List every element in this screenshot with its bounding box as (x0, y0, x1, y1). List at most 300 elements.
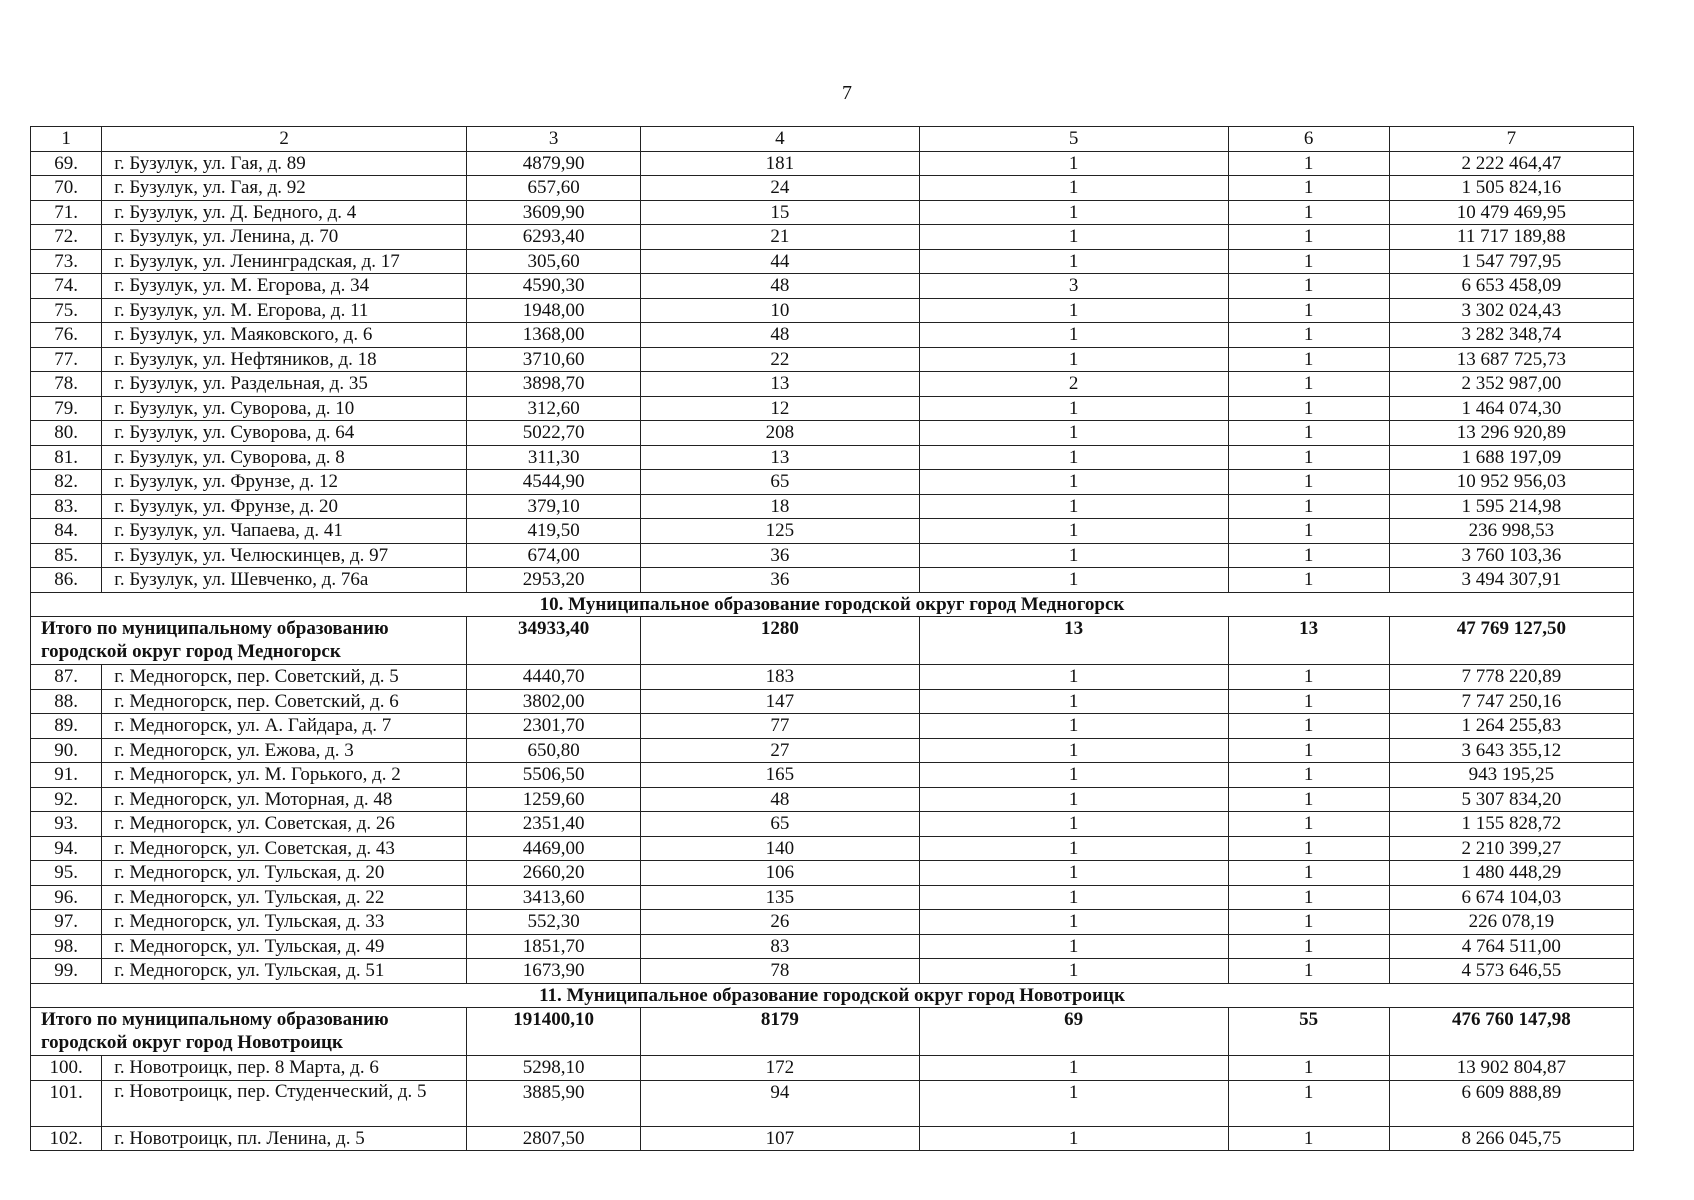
cost-cell: 4 573 646,55 (1389, 959, 1633, 984)
row-number-cell: 81. (31, 445, 102, 470)
cost-cell: 1 505 824,16 (1389, 176, 1633, 201)
cost-cell: 1 464 074,30 (1389, 396, 1633, 421)
cost-cell: 2 222 464,47 (1389, 151, 1633, 176)
table-row (31, 1126, 1634, 1151)
table-row (31, 200, 1634, 225)
residents-cell: 107 (641, 1126, 919, 1151)
row-number-cell: 98. (31, 934, 102, 959)
total-value-cell: 13 (1228, 617, 1389, 665)
row-number-cell: 88. (31, 689, 102, 714)
count-cell: 1 (1228, 445, 1389, 470)
count-cell: 1 (919, 396, 1228, 421)
residents-cell: 181 (641, 151, 919, 176)
address-cell: г. Медногорск, ул. Советская, д. 26 (102, 812, 467, 837)
address-cell: г. Медногорск, пер. Советский, д. 5 (102, 665, 467, 690)
table-row (31, 445, 1634, 470)
address-cell: г. Бузулук, ул. Ленина, д. 70 (102, 225, 467, 250)
area-cell: 3885,90 (467, 1080, 641, 1126)
area-cell: 2807,50 (467, 1126, 641, 1151)
row-number-cell: 87. (31, 665, 102, 690)
cost-cell: 2 352 987,00 (1389, 372, 1633, 397)
cost-cell: 4 764 511,00 (1389, 934, 1633, 959)
row-number-cell: 91. (31, 763, 102, 788)
residents-cell: 78 (641, 959, 919, 984)
table-row (31, 1080, 1634, 1126)
residents-cell: 24 (641, 176, 919, 201)
address-cell: г. Бузулук, ул. М. Егорова, д. 11 (102, 298, 467, 323)
table-body (31, 127, 1634, 1151)
count-cell: 1 (1228, 1056, 1389, 1081)
table-row (31, 151, 1634, 176)
area-cell: 4469,00 (467, 836, 641, 861)
cost-cell: 2 210 399,27 (1389, 836, 1633, 861)
residents-cell: 12 (641, 396, 919, 421)
table-row (31, 934, 1634, 959)
table-row (31, 787, 1634, 812)
area-cell: 5022,70 (467, 421, 641, 446)
count-cell: 1 (1228, 910, 1389, 935)
total-value-cell: 34933,40 (467, 617, 641, 665)
count-cell: 1 (919, 787, 1228, 812)
area-cell: 2351,40 (467, 812, 641, 837)
area-cell: 1851,70 (467, 934, 641, 959)
residents-cell: 135 (641, 885, 919, 910)
address-cell: г. Бузулук, ул. Гая, д. 89 (102, 151, 467, 176)
area-cell: 674,00 (467, 543, 641, 568)
count-cell: 1 (919, 347, 1228, 372)
residents-cell: 22 (641, 347, 919, 372)
row-number-cell: 85. (31, 543, 102, 568)
column-number-cell: 5 (919, 127, 1228, 152)
table-row (31, 763, 1634, 788)
address-cell: г. Медногорск, ул. Тульская, д. 49 (102, 934, 467, 959)
column-number-cell: 4 (641, 127, 919, 152)
address-cell: г. Медногорск, ул. Тульская, д. 22 (102, 885, 467, 910)
table-row (31, 274, 1634, 299)
total-row (31, 617, 1634, 665)
column-number-cell: 2 (102, 127, 467, 152)
address-cell: г. Бузулук, ул. Фрунзе, д. 12 (102, 470, 467, 495)
residents-cell: 36 (641, 543, 919, 568)
row-number-cell: 79. (31, 396, 102, 421)
address-cell: г. Бузулук, ул. Чапаева, д. 41 (102, 519, 467, 544)
count-cell: 1 (1228, 421, 1389, 446)
row-number-cell: 89. (31, 714, 102, 739)
cost-cell: 1 688 197,09 (1389, 445, 1633, 470)
column-number-cell: 7 (1389, 127, 1633, 152)
count-cell: 1 (1228, 323, 1389, 348)
count-cell: 1 (919, 568, 1228, 593)
total-value-cell: 13 (919, 617, 1228, 665)
count-cell: 1 (1228, 763, 1389, 788)
table-row (31, 714, 1634, 739)
table-row (31, 861, 1634, 886)
residents-cell: 106 (641, 861, 919, 886)
residents-cell: 48 (641, 323, 919, 348)
count-cell: 1 (919, 519, 1228, 544)
total-value-cell: 55 (1228, 1008, 1389, 1056)
count-cell: 1 (1228, 298, 1389, 323)
cost-cell: 3 643 355,12 (1389, 738, 1633, 763)
area-cell: 2953,20 (467, 568, 641, 593)
cost-cell: 3 282 348,74 (1389, 323, 1633, 348)
residents-cell: 147 (641, 689, 919, 714)
area-cell: 4544,90 (467, 470, 641, 495)
count-cell: 1 (1228, 225, 1389, 250)
count-cell: 1 (1228, 396, 1389, 421)
residents-cell: 165 (641, 763, 919, 788)
area-cell: 4879,90 (467, 151, 641, 176)
row-number-cell: 69. (31, 151, 102, 176)
table-row (31, 1056, 1634, 1081)
cost-cell: 1 264 255,83 (1389, 714, 1633, 739)
count-cell: 1 (1228, 714, 1389, 739)
count-cell: 1 (919, 225, 1228, 250)
address-cell: г. Медногорск, ул. Советская, д. 43 (102, 836, 467, 861)
count-cell: 1 (919, 812, 1228, 837)
count-cell: 1 (1228, 885, 1389, 910)
cost-cell: 1 480 448,29 (1389, 861, 1633, 886)
area-cell: 305,60 (467, 249, 641, 274)
address-cell: г. Бузулук, ул. Гая, д. 92 (102, 176, 467, 201)
table-row (31, 298, 1634, 323)
table-row (31, 738, 1634, 763)
address-cell: г. Бузулук, ул. Суворова, д. 10 (102, 396, 467, 421)
count-cell: 2 (919, 372, 1228, 397)
cost-cell: 8 266 045,75 (1389, 1126, 1633, 1151)
area-cell: 650,80 (467, 738, 641, 763)
count-cell: 1 (1228, 347, 1389, 372)
count-cell: 1 (1228, 519, 1389, 544)
row-number-cell: 72. (31, 225, 102, 250)
count-cell: 1 (919, 861, 1228, 886)
table-row (31, 176, 1634, 201)
address-cell: г. Новотроицк, пер. Студенческий, д. 5 (102, 1080, 467, 1126)
residents-cell: 183 (641, 665, 919, 690)
table-row (31, 543, 1634, 568)
area-cell: 5298,10 (467, 1056, 641, 1081)
residents-cell: 27 (641, 738, 919, 763)
section-heading-row (31, 592, 1634, 617)
residents-cell: 36 (641, 568, 919, 593)
address-cell: г. Медногорск, ул. Ежова, д. 3 (102, 738, 467, 763)
row-number-cell: 97. (31, 910, 102, 935)
area-cell: 379,10 (467, 494, 641, 519)
row-number-cell: 93. (31, 812, 102, 837)
area-cell: 3710,60 (467, 347, 641, 372)
count-cell: 1 (919, 543, 1228, 568)
address-cell: г. Бузулук, ул. Челюскинцев, д. 97 (102, 543, 467, 568)
table-row (31, 665, 1634, 690)
cost-cell: 226 078,19 (1389, 910, 1633, 935)
cost-cell: 6 609 888,89 (1389, 1080, 1633, 1126)
area-cell: 6293,40 (467, 225, 641, 250)
table-row (31, 568, 1634, 593)
count-cell: 1 (919, 689, 1228, 714)
total-value-cell: 476 760 147,98 (1389, 1008, 1633, 1056)
address-cell: г. Бузулук, ул. Нефтяников, д. 18 (102, 347, 467, 372)
count-cell: 1 (1228, 372, 1389, 397)
table-row (31, 910, 1634, 935)
cost-cell: 3 302 024,43 (1389, 298, 1633, 323)
row-number-cell: 102. (31, 1126, 102, 1151)
area-cell: 1368,00 (467, 323, 641, 348)
column-number-cell: 3 (467, 127, 641, 152)
count-cell: 1 (1228, 274, 1389, 299)
address-cell: г. Бузулук, ул. Маяковского, д. 6 (102, 323, 467, 348)
cost-cell: 13 687 725,73 (1389, 347, 1633, 372)
count-cell: 1 (1228, 568, 1389, 593)
count-cell: 1 (1228, 787, 1389, 812)
residents-cell: 125 (641, 519, 919, 544)
count-cell: 1 (1228, 738, 1389, 763)
area-cell: 3802,00 (467, 689, 641, 714)
count-cell: 1 (919, 738, 1228, 763)
row-number-cell: 74. (31, 274, 102, 299)
count-cell: 1 (1228, 836, 1389, 861)
residents-cell: 10 (641, 298, 919, 323)
area-cell: 1948,00 (467, 298, 641, 323)
address-cell: г. Бузулук, ул. Ленинградская, д. 17 (102, 249, 467, 274)
table-row (31, 470, 1634, 495)
total-label: Итого по муниципальному образованию городской округ город Медногорск (31, 617, 467, 665)
area-cell: 4440,70 (467, 665, 641, 690)
area-cell: 5506,50 (467, 763, 641, 788)
row-number-cell: 101. (31, 1080, 102, 1126)
count-cell: 1 (919, 763, 1228, 788)
count-cell: 1 (919, 151, 1228, 176)
count-cell: 1 (919, 1080, 1228, 1126)
table-row (31, 836, 1634, 861)
count-cell: 1 (1228, 812, 1389, 837)
count-cell: 1 (1228, 200, 1389, 225)
total-value-cell: 47 769 127,50 (1389, 617, 1633, 665)
row-number-cell: 100. (31, 1056, 102, 1081)
address-cell: г. Бузулук, ул. Суворова, д. 64 (102, 421, 467, 446)
count-cell: 1 (1228, 689, 1389, 714)
row-number-cell: 94. (31, 836, 102, 861)
count-cell: 1 (919, 910, 1228, 935)
count-cell: 1 (919, 421, 1228, 446)
cost-cell: 943 195,25 (1389, 763, 1633, 788)
address-cell: г. Медногорск, ул. М. Горького, д. 2 (102, 763, 467, 788)
cost-cell: 7 747 250,16 (1389, 689, 1633, 714)
row-number-cell: 75. (31, 298, 102, 323)
area-cell: 2301,70 (467, 714, 641, 739)
count-cell: 1 (1228, 1080, 1389, 1126)
count-cell: 1 (1228, 543, 1389, 568)
table-row (31, 347, 1634, 372)
count-cell: 1 (919, 959, 1228, 984)
section-heading: 11. Муниципальное образование городской округ город Новотроицк (31, 983, 1634, 1008)
section-heading: 10. Муниципальное образование городской округ город Медногорск (31, 592, 1634, 617)
total-value-cell: 8179 (641, 1008, 919, 1056)
address-cell: г. Медногорск, ул. Тульская, д. 20 (102, 861, 467, 886)
count-cell: 1 (919, 176, 1228, 201)
residents-cell: 208 (641, 421, 919, 446)
table-row (31, 225, 1634, 250)
residents-cell: 48 (641, 274, 919, 299)
count-cell: 1 (919, 470, 1228, 495)
residents-cell: 83 (641, 934, 919, 959)
area-cell: 3898,70 (467, 372, 641, 397)
cost-cell: 6 674 104,03 (1389, 885, 1633, 910)
count-cell: 1 (919, 249, 1228, 274)
cost-cell: 10 952 956,03 (1389, 470, 1633, 495)
count-cell: 1 (1228, 934, 1389, 959)
count-cell: 1 (919, 298, 1228, 323)
count-cell: 1 (919, 1056, 1228, 1081)
table-row (31, 959, 1634, 984)
row-number-cell: 82. (31, 470, 102, 495)
area-cell: 1673,90 (467, 959, 641, 984)
count-cell: 1 (919, 885, 1228, 910)
cost-cell: 13 902 804,87 (1389, 1056, 1633, 1081)
total-row (31, 1008, 1634, 1056)
residents-cell: 172 (641, 1056, 919, 1081)
count-cell: 1 (1228, 1126, 1389, 1151)
cost-cell: 6 653 458,09 (1389, 274, 1633, 299)
count-cell: 1 (919, 200, 1228, 225)
residents-cell: 140 (641, 836, 919, 861)
cost-cell: 11 717 189,88 (1389, 225, 1633, 250)
area-cell: 3609,90 (467, 200, 641, 225)
total-label: Итого по муниципальному образованию городской округ город Новотроицк (31, 1008, 467, 1056)
address-cell: г. Медногорск, ул. Тульская, д. 51 (102, 959, 467, 984)
count-cell: 1 (1228, 665, 1389, 690)
residents-cell: 18 (641, 494, 919, 519)
table-row (31, 323, 1634, 348)
row-number-cell: 78. (31, 372, 102, 397)
address-cell: г. Новотроицк, пер. 8 Марта, д. 6 (102, 1056, 467, 1081)
residents-cell: 94 (641, 1080, 919, 1126)
cost-cell: 3 760 103,36 (1389, 543, 1633, 568)
row-number-cell: 76. (31, 323, 102, 348)
table-row (31, 519, 1634, 544)
address-cell: г. Бузулук, ул. Фрунзе, д. 20 (102, 494, 467, 519)
count-cell: 1 (1228, 151, 1389, 176)
cost-cell: 7 778 220,89 (1389, 665, 1633, 690)
area-cell: 3413,60 (467, 885, 641, 910)
count-cell: 1 (919, 1126, 1228, 1151)
residents-cell: 77 (641, 714, 919, 739)
address-cell: г. Бузулук, ул. М. Егорова, д. 34 (102, 274, 467, 299)
row-number-cell: 92. (31, 787, 102, 812)
column-number-cell: 6 (1228, 127, 1389, 152)
area-cell: 552,30 (467, 910, 641, 935)
residents-cell: 26 (641, 910, 919, 935)
address-cell: г. Медногорск, ул. Моторная, д. 48 (102, 787, 467, 812)
count-cell: 1 (919, 323, 1228, 348)
count-cell: 1 (1228, 249, 1389, 274)
residents-cell: 13 (641, 372, 919, 397)
address-cell: г. Медногорск, ул. А. Гайдара, д. 7 (102, 714, 467, 739)
address-cell: г. Бузулук, ул. Раздельная, д. 35 (102, 372, 467, 397)
count-cell: 3 (919, 274, 1228, 299)
row-number-cell: 71. (31, 200, 102, 225)
residents-cell: 21 (641, 225, 919, 250)
count-cell: 1 (919, 714, 1228, 739)
cost-cell: 13 296 920,89 (1389, 421, 1633, 446)
housing-table (30, 126, 1634, 1151)
residents-cell: 13 (641, 445, 919, 470)
cost-cell: 1 595 214,98 (1389, 494, 1633, 519)
area-cell: 311,30 (467, 445, 641, 470)
count-cell: 1 (919, 445, 1228, 470)
table-row (31, 885, 1634, 910)
row-number-cell: 80. (31, 421, 102, 446)
count-cell: 1 (919, 836, 1228, 861)
cost-cell: 1 155 828,72 (1389, 812, 1633, 837)
row-number-cell: 90. (31, 738, 102, 763)
area-cell: 657,60 (467, 176, 641, 201)
count-cell: 1 (919, 934, 1228, 959)
address-cell: г. Бузулук, ул. Д. Бедного, д. 4 (102, 200, 467, 225)
table-row (31, 494, 1634, 519)
table-row (31, 249, 1634, 274)
area-cell: 4590,30 (467, 274, 641, 299)
residents-cell: 65 (641, 812, 919, 837)
table-row (31, 396, 1634, 421)
cost-cell: 3 494 307,91 (1389, 568, 1633, 593)
row-number-cell: 96. (31, 885, 102, 910)
section-heading-row (31, 983, 1634, 1008)
cost-cell: 5 307 834,20 (1389, 787, 1633, 812)
table-row (31, 812, 1634, 837)
page-number: 7 (842, 82, 852, 104)
row-number-cell: 84. (31, 519, 102, 544)
address-cell: г. Медногорск, пер. Советский, д. 6 (102, 689, 467, 714)
row-number-cell: 77. (31, 347, 102, 372)
cost-cell: 1 547 797,95 (1389, 249, 1633, 274)
table-row (31, 372, 1634, 397)
total-value-cell: 191400,10 (467, 1008, 641, 1056)
area-cell: 419,50 (467, 519, 641, 544)
area-cell: 2660,20 (467, 861, 641, 886)
column-number-cell: 1 (31, 127, 102, 152)
table-row (31, 421, 1634, 446)
address-cell: г. Бузулук, ул. Суворова, д. 8 (102, 445, 467, 470)
row-number-cell: 73. (31, 249, 102, 274)
count-cell: 1 (1228, 494, 1389, 519)
column-number-row (31, 127, 1634, 152)
count-cell: 1 (919, 494, 1228, 519)
count-cell: 1 (1228, 176, 1389, 201)
residents-cell: 15 (641, 200, 919, 225)
residents-cell: 48 (641, 787, 919, 812)
cost-cell: 10 479 469,95 (1389, 200, 1633, 225)
row-number-cell: 86. (31, 568, 102, 593)
table-row (31, 689, 1634, 714)
area-cell: 312,60 (467, 396, 641, 421)
residents-cell: 44 (641, 249, 919, 274)
count-cell: 1 (1228, 861, 1389, 886)
count-cell: 1 (1228, 959, 1389, 984)
total-value-cell: 1280 (641, 617, 919, 665)
residents-cell: 65 (641, 470, 919, 495)
row-number-cell: 70. (31, 176, 102, 201)
total-value-cell: 69 (919, 1008, 1228, 1056)
row-number-cell: 99. (31, 959, 102, 984)
area-cell: 1259,60 (467, 787, 641, 812)
address-cell: г. Медногорск, ул. Тульская, д. 33 (102, 910, 467, 935)
row-number-cell: 83. (31, 494, 102, 519)
cost-cell: 236 998,53 (1389, 519, 1633, 544)
address-cell: г. Бузулук, ул. Шевченко, д. 76а (102, 568, 467, 593)
count-cell: 1 (1228, 470, 1389, 495)
address-cell: г. Новотроицк, пл. Ленина, д. 5 (102, 1126, 467, 1151)
count-cell: 1 (919, 665, 1228, 690)
